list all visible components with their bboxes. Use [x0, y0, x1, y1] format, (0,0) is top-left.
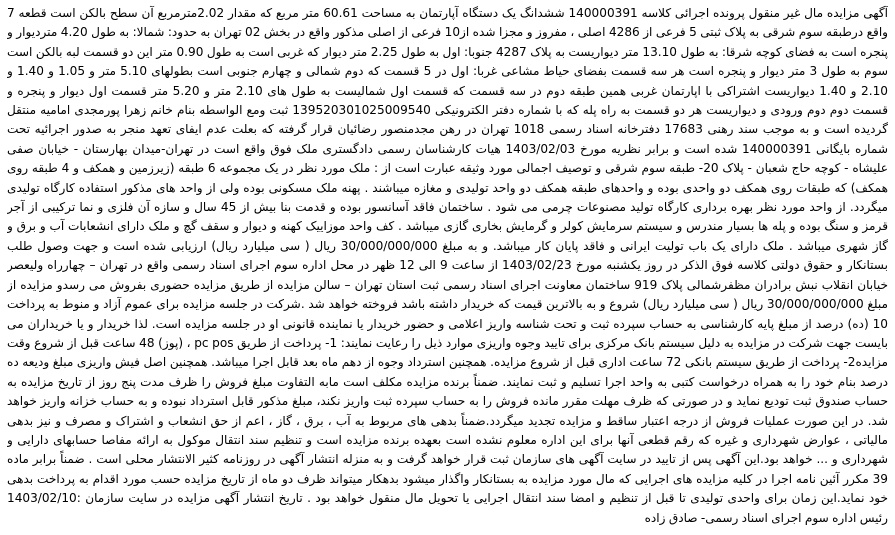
auction-notice-text: آگهی مزایده مال غیر منقول پرونده اجرائی کلاسه 140000391 ششدانگ یک دستگاه آپارتمان به مساحت 60.61 متر مربع که مقدار 2.02مترمربع آن سطح بالکن است قطعه 7 واقع درطبقه سوم شرقی به پلاک ثبتی 5 فرعی از 4286 اصلی ، مفروز و مجزا شده از10 فرعی از اصلی مذکور واقع در بخش 02 تهران به حدود: شمالا: به طول 4.20 متردیوار و پنجره است به فضای کوچه شرقا: به طول 13.10 متر دیواریست به پلاک 4287 جنوبا: اول به طول 2.25 متر دیوار که غربی است به طول 0.90 متر این دو قسمت لبه بالکن است سوم به طول 3 متر دیوار و پنجره است هر سه قسمت بفضای حیاط مشاعی غربا: اول در 5 قسمت که دوم شمالی و چهارم جنوبی است بطولهای 5.10 متر و 1.05 و 1.40 و 2.10 و 1.40 دیواریست اشتراکی با اپارتمان غربی همین طبقه دوم در سه قسمت که قسمت اول شمالیست به طول های 2.10 متر و 5.20 متر قسمت اول دیوار و پنجره و قسمت دوم دوم ورودی و دیواریست هر دو قسمت به راه پله که با شماره دفتر الکترونیکی 139520301025009540 ثبت ومع الواسطه بنام خانم زهرا پورمجدی امامیه منتقل گردیده است و به موجب سند رهنی 17683 دفترخانه اسناد رسمی 1018 تهران در رهن مجدمنصور رضائیان قرار گرفته که بعلت عدم ایفای تعهد منجر به صدور اجرائیه تحت شماره بایگانی 140000391 شده است و برابر نظریه مورخ 1403/02/03 هیات کارشناسان رسمی دادگستری ملک فوق واقع است در تهران-میدان بهارستان - خیابان صفی علیشاه - کوچه حاج شعبان - پلاک 20- طبقه سوم شرقی و توصیف اجمالی مورد وثیقه عبارت است از : ملک مورد نظر در یک مجموعه 6 طبقه (زیرزمین و همکف و 4 طبقه روی همکف) که طبقات روی همکف دو واحدی بوده و واحدهای طبقه همکف دو واحد تولیدی و مغازه میباشند . پهنه ملک مسکونی بوده ولی از واحد های مذکور استفاده کارگاه تولیدی میگردد. از واحد مورد نظر بهره برداری کارگاه تولید مصنوعات چرمی می شود . ساختمان فاقد آسانسور بوده و قدمت بنا بیش از 45 سال و سازه آن فلزی و نما ترکیبی از آجر قرمز و سنگ بوده و پله ها بسیار مندرس و سیستم سرمایش کولر و گرمایش بخاری گازی میباشد . کف واحد موزاییک کهنه و دیوار و سقف گچ و ملک دارای انشعابات آب و برق و گاز شهری میباشد . ملک دارای یک باب تولیت ایرانی و فاقد پایان کار میباشد. و به مبلغ 30/000/000/000 ریال ( سی میلیارد ریال) ارزیابی شده است و جهت وصول طلب بستانکار و حقوق دولتی کلاسه فوق الذکر در روز یکشنبه مورخ 1403/02/23 از ساعت 9 الی 12 ظهر در محل اداره سوم اجرای اسناد رسمی واقع در تهران – چهارراه ولیعصر خیابان انقلاب نبش برادران مظفرشمالی پلاک 919 ساختمان معاونت اجرای اسناد رسمی ثبت استان تهران – سالن مزایده از طریق مزایده حضوری بفروش می رسدو مزایده از مبلغ 30/000/000/000 ریال ( سی میلیارد ریال) شروع و به بالاترین قیمت که خریدار داشته باشد فروخته خواهد شد .شرکت در جلسه مزایده برای عموم آزاد و منوط به پرداخت 10 (ده) درصد از مبلغ پایه کارشناسی به حساب سپرده ثبت و تحت شناسه واریز اعلامی و حضور خریدار یا نماینده قانونی او در جلسه مزایده است. لذا خریدار و یا خریداران می بایست جهت شرکت در مزایده به دلیل سیستم بانک مرکزی برای تایید وجوه واریزی موارد ذیل را رعایت نمایند: 1- پرداخت از طریق pc pos ، (پوز) 48 ساعت قبل از شروع وقت مزایده2- پرداخت از طریق سیستم بانکی 72 ساعت اداری قبل از شروع مزایده. همچنین استرداد وجوه از دهم ماه بعد قابل اجرا میباشد. همچنین اصل فیش واریزی مبلغ ودیعه ده درصد بنام خود را به همراه درخواست کتبی به واحد اجرا تسلیم و ثبت نمایند. ضمناً برنده مزایده مکلف است مابه التفاوت مبلغ فروش را ظرف مدت پنج روز از تاریخ مزایده به حساب صندوق ثبت تودیع نماید و در صورتی که ظرف مهلت مقرر مانده فروش را به حساب سپرده ثبت واریز نکند، مبلغ مذکور قابل استرداد نبوده و به حساب خزانه واریز خواهد شد. در این صورت عملیات فروش از درجه اعتبار ساقط و مزایده تجدید میگردد.ضمناً بدهی های مربوط به آب ، برق ، گاز ، اعم از حق انشعاب و اشتراک و مصرف و نیز بدهی مالیاتی ، عوارض شهرداری و غیره که رقم قطعی آنها برای این اداره معلوم نشده است بعهده برنده مزایده است و تنظیم سند انتقال موکول به ارائه مفاصا حسابهای دارایی و شهرداری و ... خواهد بود.این آگهی پس از تایید در سایت آگهی های سازمان ثبت قرار خواهد گرفت و به منزله انتشار آگهی در روزنامه کثیر الانتشار محلی است . ضمناً برابر ماده 39 مکرر آئین نامه اجرا در کلیه مزایده های اجرایی که مال مورد مزایده به بستانکار واگذار میشود بدهکار میتواند ظرف دو ماه از تاریخ مزایده حسب مورد اقدام به پرداخت بدهی خود نماید.این زمان برای واحدی تولیدی تا قبل از تنظیم و امضا سند انتقال اجرایی یا تحویل مال منقول خواهد بود . تاریخ انتشار آگهی مزایده در سایت سازمان :1403/02/10 رئیس اداره سوم اجرای اسناد رسمی- صادق زاده — [7, 6, 888, 525]
